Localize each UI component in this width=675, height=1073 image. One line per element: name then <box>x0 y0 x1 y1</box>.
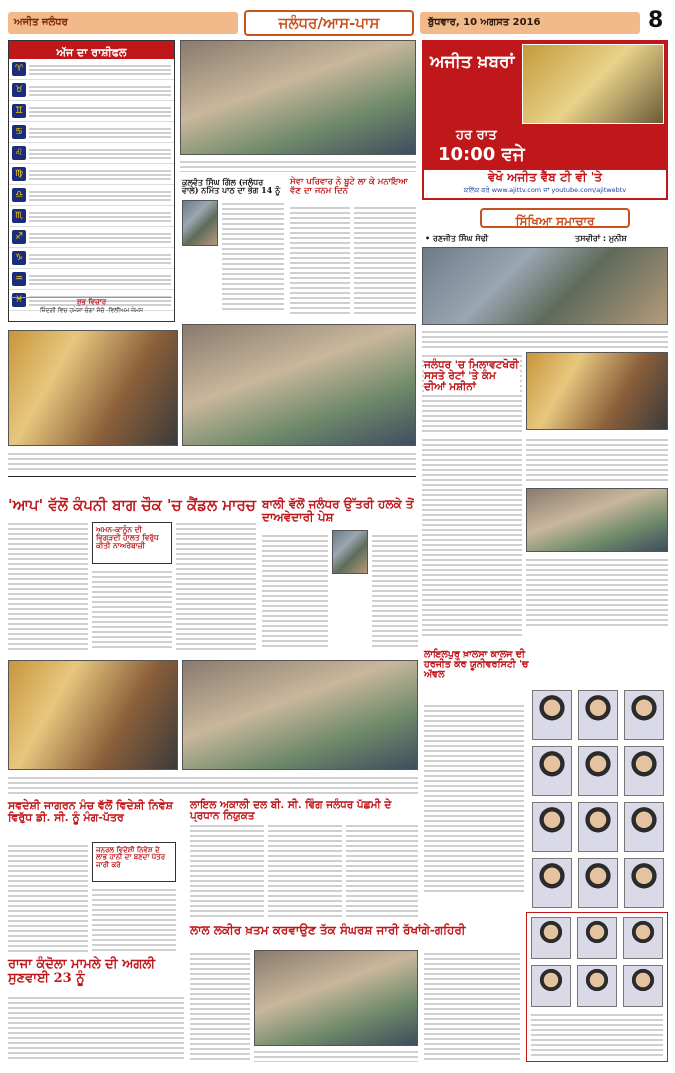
topper-photos <box>532 690 668 910</box>
capricorn-icon: ♑ <box>12 251 26 265</box>
student-photo <box>532 802 572 852</box>
paper-name: ਅਜੀਤ ਜਲੰਧਰ <box>14 17 68 28</box>
story5-text <box>262 532 328 650</box>
student-photo <box>532 858 572 908</box>
story8-headline: ਲਾਇਲ ਅਕਾਲੀ ਦਲ ਬੀ. ਸੀ. ਵਿੰਗ ਜਲੰਧਰ ਪੱਛਮੀ ਦੇ ਪ੍ਰਧਾਨ ਨਿਯੁਕਤ <box>190 799 392 823</box>
sikhya-text-3 <box>526 436 668 484</box>
story6-headline: ਲਾਇਲਪੁਰ ਖ਼ਾਲਸਾ ਕਾਲਜ ਦੀ ਹਰਜੀਤ ਕੌਰ ਯੂਨੀਵਰਸਿਟੀ 'ਚ ਅੱਵਲ <box>424 649 529 680</box>
rashi-row <box>9 269 174 290</box>
student-photo <box>532 746 572 796</box>
ad-photo <box>522 44 664 124</box>
cancer-icon: ♋ <box>12 125 26 139</box>
story4-text-3 <box>176 520 256 650</box>
thought-title: ਸ਼ੁਭ ਵਿਚਾਰ <box>76 298 107 306</box>
rashifal-list <box>9 59 174 311</box>
issue-date: ਬੁੱਧਵਾਰ, 10 ਅਗਸਤ 2016 <box>428 17 541 28</box>
sikhya-header: ਸਿੱਖਿਆ ਸਮਾਚਾਰ <box>480 208 630 228</box>
masthead-left <box>8 12 238 34</box>
photo-protest-banner <box>8 330 178 446</box>
rashi-row <box>9 59 174 80</box>
ad-urls: ਕਲਿੱਕ ਕਰੋ www.ajittv.com ਜਾਂ youtube.com/ajitwebtv <box>463 186 627 194</box>
photo-bali <box>332 530 368 574</box>
rashi-row <box>9 164 174 185</box>
sikhya-caption <box>422 328 668 350</box>
student-photo <box>624 690 664 740</box>
story7-headline: ਸਵਦੇਸ਼ੀ ਜਾਗਰਨ ਮੰਚ ਵੱਲੋਂ ਵਿਦੇਸ਼ੀ ਨਿਵੇਸ਼ ਵਿਰੁੱਧ ਡੀ. ਸੀ. ਨੂੰ ਮੰਗ-ਪੱਤਰ <box>8 799 173 824</box>
rashi-text <box>29 210 171 222</box>
rashi-text <box>29 126 171 138</box>
story10-caption <box>254 1048 418 1062</box>
rashi-text <box>29 231 171 243</box>
story7-text <box>8 842 88 952</box>
story2-text-2 <box>354 204 416 314</box>
toppers-text <box>531 1011 663 1059</box>
photo-akali-appointment <box>182 660 418 770</box>
story5-text-2 <box>372 532 418 650</box>
scorpio-icon: ♏ <box>12 209 26 223</box>
rashi-row <box>9 143 174 164</box>
ad-watch-line: ਵੇਖੋ ਅਜੀਤ ਵੈੱਬ ਟੀ ਵੀ 'ਤੇ ਕਲਿੱਕ ਕਰੋ www.ajittv.com ਜਾਂ youtube.com/ajitwebtv <box>422 168 668 200</box>
pisces-icon: ♓ <box>12 293 26 307</box>
story3-headline: ਜਲੰਧਰ 'ਚ ਮਿਲਾਵਟਖੋਰੀ ਸਸਤੇ ਰੇਟਾਂ 'ਤੇ ਕੰਮ ਦੀਆਂ ਮਸ਼ੀਨਾਂ <box>424 359 519 394</box>
ad-subtitle: ਹਰ ਰਾਤ <box>456 128 497 143</box>
story8-text-3 <box>346 822 418 918</box>
photo-school-students <box>526 488 668 552</box>
student-photo <box>577 965 617 1007</box>
rashi-text <box>29 189 171 201</box>
photographer-name: ਤਸਵੀਰਾਂ : ਮੁਨੀਸ਼ <box>575 234 627 243</box>
story2-headline: ਸੇਵਾ ਪਰਿਵਾਰ ਨੇ ਬੂਟੇ ਲਾ ਕੇ ਮਨਾਇਆ ਵੱਣ ਦਾ ਜਨਮ ਦਿਨ <box>290 177 408 196</box>
aquarius-icon: ♒ <box>12 272 26 286</box>
rashifal-footer <box>11 297 172 319</box>
rashifal-title: ਅੱਜ ਦਾ ਰਾਸ਼ੀਫਲ <box>9 41 174 59</box>
divider <box>8 476 416 477</box>
aap-caption <box>8 450 416 472</box>
photo-school-event <box>422 247 668 325</box>
ajit-news-ad <box>422 40 668 200</box>
story4-headline: 'ਆਪ' ਵੱਲੋਂ ਕੰਪਨੀ ਬਾਗ ਚੌਕ 'ਚ ਕੈਂਡਲ ਮਾਰਚ <box>8 496 256 514</box>
story8-text <box>190 822 264 918</box>
photo-leaders-group <box>180 40 416 155</box>
libra-icon: ♎ <box>12 188 26 202</box>
rashi-row <box>9 227 174 248</box>
student-photo <box>578 690 618 740</box>
rashi-row <box>9 248 174 269</box>
student-photo <box>577 917 617 959</box>
student-photo <box>578 746 618 796</box>
student-photo <box>623 965 663 1007</box>
rashi-row <box>9 80 174 101</box>
student-photo <box>578 858 618 908</box>
aries-icon: ♈ <box>12 62 26 76</box>
masthead-right <box>420 12 640 34</box>
sagittarius-icon: ♐ <box>12 230 26 244</box>
student-photo <box>531 917 571 959</box>
ad-title: ਅਜੀਤ ਖ਼ਬਰਾਂ <box>430 52 515 72</box>
rashi-text <box>29 252 171 264</box>
photo-lal-lakir <box>254 950 418 1046</box>
sikhya-text-4 <box>526 556 668 626</box>
masthead <box>8 8 668 38</box>
rashi-row <box>9 206 174 227</box>
rashi-text <box>29 105 171 117</box>
rashi-text <box>29 63 171 75</box>
virgo-icon: ♍ <box>12 167 26 181</box>
student-photo <box>578 802 618 852</box>
thought-credit: -ਵਿਲੀਅਮ ਜੇਮਸ <box>106 307 143 314</box>
sikhya-text-2 <box>422 436 522 636</box>
story1-text <box>222 200 284 312</box>
story10-headline: ਲਾਲ ਲਕੀਰ ਖ਼ਤਮ ਕਰਵਾਉਣ ਤੱਕ ਸੰਘਰਸ਼ ਜਾਰੀ ਰੱਖਾਂਗੇ-ਗਹਿਰੀ <box>190 923 466 937</box>
student-photo <box>531 965 571 1007</box>
story10-text <box>190 950 250 1062</box>
story9-headline: ਰਾਜਾ ਕੰਦੋਲਾ ਮਾਮਲੇ ਦੀ ਅਗਲੀ ਸੁਣਵਾਈ 23 ਨੂੰ <box>8 957 156 986</box>
photo-obituary <box>182 200 218 246</box>
topper-photos-2 <box>531 917 663 1007</box>
toppers-box <box>526 912 668 1062</box>
story4-sub-box: ਅਮਨ-ਕਾਨੂੰਨ ਦੀ ਵਿਗੜਦੀ ਹਾਲਤ ਵਿਰੁੱਧ ਕੀਤੀ ਨਾਅਰੇਬਾਜ਼ੀ <box>92 522 172 564</box>
rashi-text <box>29 84 171 96</box>
story8-text-2 <box>268 822 342 918</box>
photo-candle-march <box>182 324 416 446</box>
story5-headline: ਬਾਲੀ ਵੱਲੋਂ ਜਲੰਧਰ ਉੱਤਰੀ ਹਲਕੇ ਤੋਂ ਦਾਅਵੇਦਾਰੀ ਪੇਸ਼ <box>262 497 414 524</box>
photo-computer-class <box>526 352 668 430</box>
story9-text <box>8 994 184 1062</box>
story7-sub-box: ਜਨਰਲ ਵਿਦੇਸ਼ੀ ਨਿਵੇਸ਼ ਦੇ ਲਾਭ ਹਾਨੀ ਦਾ ਬਣਦਾ ਪੱਤਰ ਜਾਰੀ ਕਰੇ <box>92 842 176 882</box>
rashi-text <box>29 168 171 180</box>
story4-text <box>8 520 88 650</box>
taurus-icon: ♉ <box>12 83 26 97</box>
student-photo <box>623 917 663 959</box>
rashifal-box <box>8 40 175 322</box>
leo-icon: ♌ <box>12 146 26 160</box>
section-title: ਜਲੰਧਰ/ਆਸ-ਪਾਸ <box>244 10 414 36</box>
story7-text-2 <box>92 886 176 952</box>
lower-caption <box>8 774 418 794</box>
story1-headline: ਕੁਲਵੰਤ ਸਿੰਘ ਗਿੱਲ (ਜਲੰਧਰ ਵਾਲੇ) ਨਮਿੱਤ ਪਾਠ ਦਾ ਭੋਗ 14 ਨੂੰ <box>182 177 281 196</box>
story2-text <box>290 204 350 314</box>
story4-text-2 <box>92 568 172 650</box>
rashi-row <box>9 122 174 143</box>
photo-caption <box>180 158 416 172</box>
rashi-text <box>29 147 171 159</box>
student-photo <box>624 746 664 796</box>
story10-text-2 <box>424 950 520 1062</box>
story6-text <box>424 702 524 892</box>
rashi-text <box>29 273 171 285</box>
reporter-name: • ਰਣਜੀਤ ਸਿੰਘ ਸੋਢੀ <box>425 234 489 243</box>
student-photo <box>532 690 572 740</box>
rashi-row <box>9 101 174 122</box>
ad-time: 10:00 ਵਜੇ <box>438 144 525 165</box>
photo-memorandum <box>8 660 178 770</box>
student-photo <box>624 858 664 908</box>
student-photo <box>624 802 664 852</box>
page-number: 8 <box>648 8 664 33</box>
rashi-row <box>9 185 174 206</box>
gemini-icon: ♊ <box>12 104 26 118</box>
thought-text: ਜ਼ਿੰਦਗੀ ਵਿਚ ਹਮੇਸ਼ਾ ਚੰਗਾ ਸੋਚੋ <box>40 307 105 314</box>
